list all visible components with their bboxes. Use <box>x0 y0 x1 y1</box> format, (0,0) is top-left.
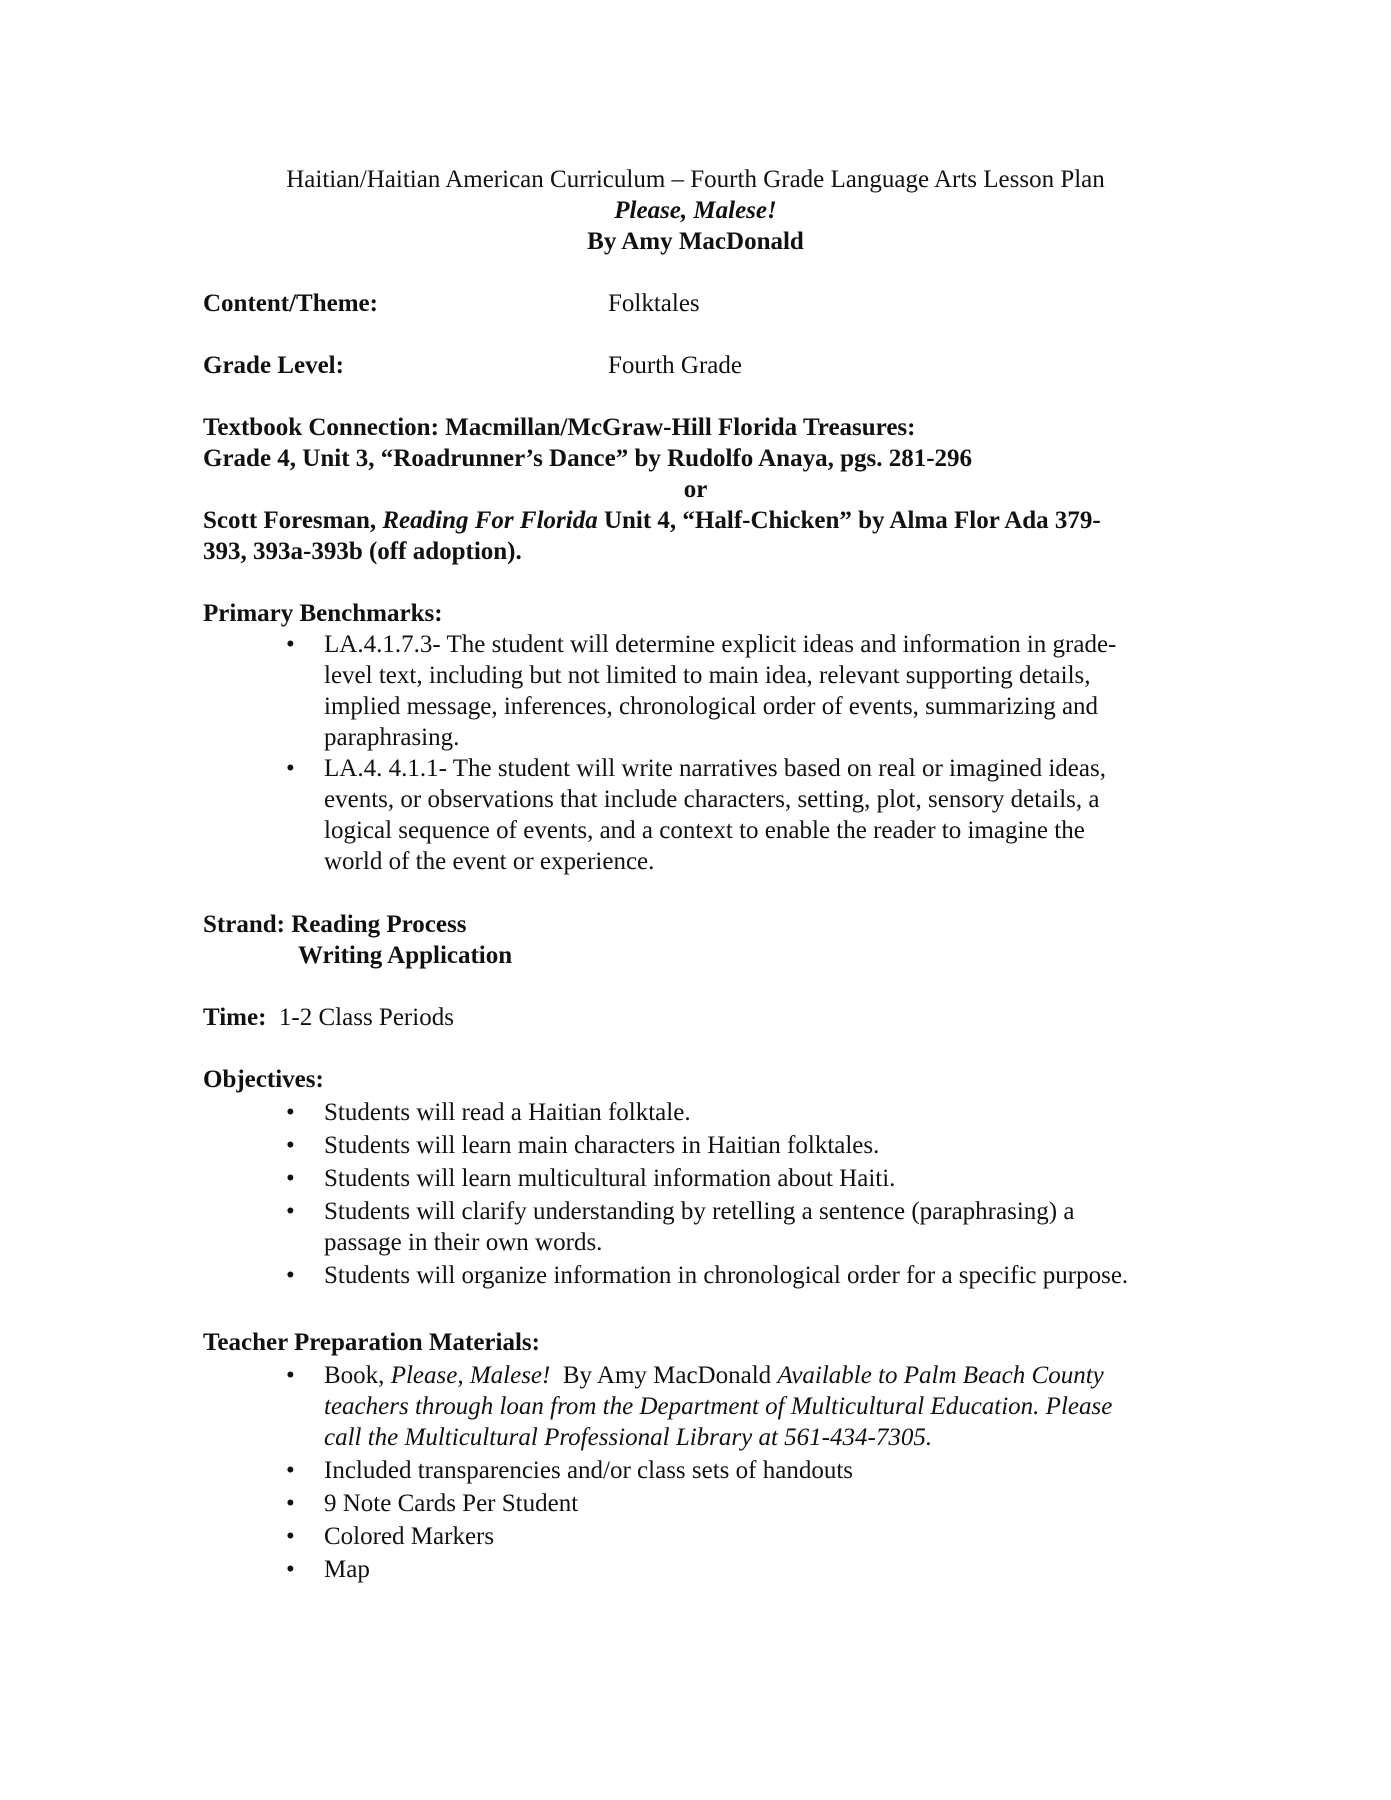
material-item: • Book, Please, Malese! By Amy MacDonald Available to Palm Beach County teachers through loan from the Department of Multicultural Education. Please call the Multicultural Professional Library at 561-434-7305. <box>286 1362 1113 1451</box>
bullet-icon: • <box>286 1362 295 1389</box>
material-item: • Map <box>286 1556 370 1583</box>
grade-level-label: Grade Level: <box>203 352 344 379</box>
time-row <box>203 1002 454 1033</box>
bullet-icon: • <box>286 755 295 782</box>
objective-item: • Students will organize information in chronological order for a specific purpose. <box>286 1262 1129 1289</box>
benchmark-item: • LA.4. 4.1.1- The student will write narratives based on real or imagined ideas, events, or observations that include characters, setting, plot, sensory details, a logical sequence of events, and a context to enable the reader to imagine the world of the event or experience. <box>286 755 1106 875</box>
objective-item: • Students will read a Haitian folktale. <box>286 1099 691 1126</box>
objective-item: • Students will clarify understanding by retelling a sentence (paraphrasing) a passage in their own words. <box>286 1198 1075 1256</box>
bullet-icon: • <box>286 1490 295 1517</box>
bullet-icon: • <box>286 1198 295 1225</box>
bullet-icon: • <box>286 1165 295 1192</box>
strand-label: Strand: Reading Process <box>203 911 467 938</box>
material-item: • Colored Markers <box>286 1523 495 1550</box>
content-theme-label: Content/Theme: <box>203 290 378 317</box>
materials-list <box>286 1360 1113 1585</box>
objective-item: • Students will learn main characters in Haitian folktales. <box>286 1132 880 1159</box>
bullet-icon: • <box>286 1457 295 1484</box>
textbook-connection-line2: Grade 4, Unit 3, “Roadrunner’s Dance” by Rudolfo Anaya, pgs. 281-296 <box>203 445 973 472</box>
textbook-connection-line4: 393, 393a-393b (off adoption). <box>203 538 522 565</box>
objectives-list <box>286 1097 1129 1291</box>
curriculum-title: Haitian/Haitian American Curriculum – Fourth Grade Language Arts Lesson Plan <box>286 166 1105 193</box>
textbook-connection-line1: Textbook Connection: Macmillan/McGraw-Hill Florida Treasures: <box>203 414 916 441</box>
time-label: Time: <box>203 1004 267 1031</box>
textbook-publisher: Scott Foresman, <box>203 507 383 534</box>
textbook-series: Reading For Florida <box>382 507 598 534</box>
benchmark-item: • LA.4.1.7.3- The student will determine explicit ideas and information in grade- level text, including but not limited to main idea, relevant supporting details, implied message, inferences, chronological order of events, summarizing and paraphrasing. <box>286 631 1117 751</box>
objective-item: • Students will learn multicultural information about Haiti. <box>286 1165 896 1192</box>
bullet-icon: • <box>286 1556 295 1583</box>
strand-line2: Writing Application <box>298 942 513 969</box>
bullet-icon: • <box>286 1262 295 1289</box>
textbook-connection-line3 <box>203 505 1101 536</box>
time-value: 1-2 Class Periods <box>278 1004 454 1031</box>
bullet-icon: • <box>286 1523 295 1550</box>
book-author: By Amy MacDonald <box>587 228 804 255</box>
content-theme-value: Folktales <box>608 290 700 317</box>
textbook-story: Unit 4, “Half-Chicken” by Alma Flor Ada 379- <box>597 507 1101 534</box>
materials-heading: Teacher Preparation Materials: <box>203 1329 540 1356</box>
book-title: Please, Malese! <box>614 197 777 224</box>
material-item: • 9 Note Cards Per Student <box>286 1490 579 1517</box>
objectives-heading: Objectives: <box>203 1066 324 1093</box>
bullet-icon: • <box>286 631 295 658</box>
bullet-icon: • <box>286 1132 295 1159</box>
material-item: • Included transparencies and/or class sets of handouts <box>286 1457 854 1484</box>
textbook-or: or <box>683 476 708 503</box>
grade-level-value: Fourth Grade <box>608 352 742 379</box>
benchmarks-heading: Primary Benchmarks: <box>203 600 443 627</box>
bullet-icon: • <box>286 1099 295 1126</box>
benchmarks-list <box>286 629 1117 877</box>
